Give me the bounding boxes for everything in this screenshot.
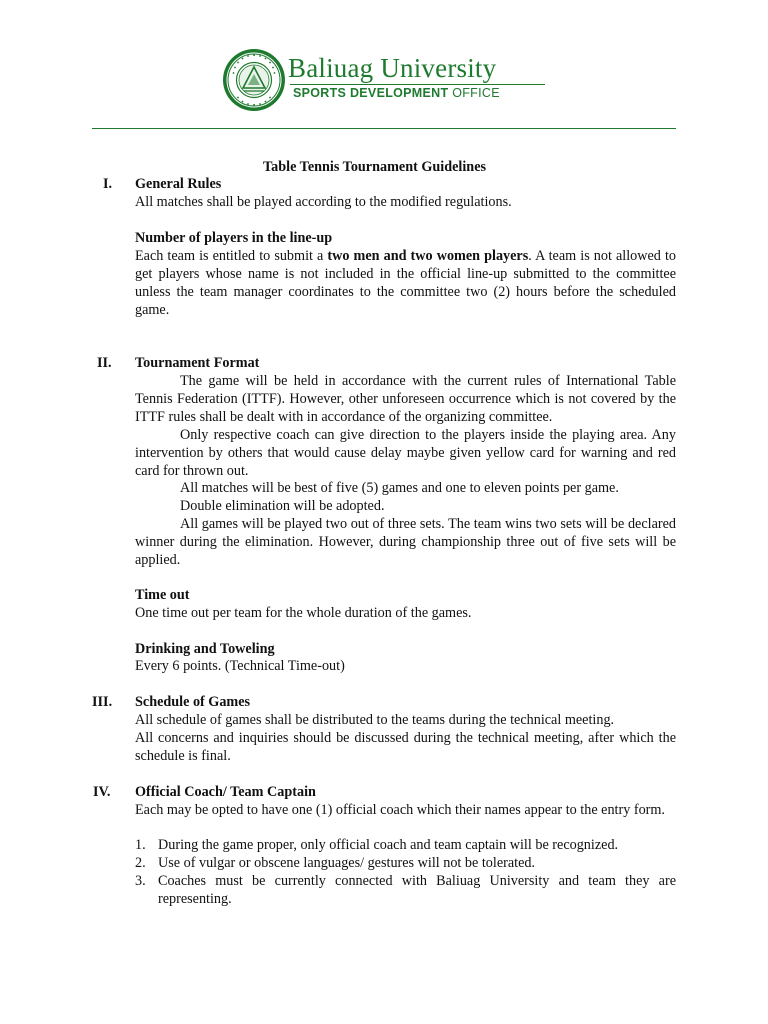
format-paragraph-1: The game will be held in accordance with the current rules of International Table Tennis Federation (ITTF). However, other unforeseen occurrence which is not covered by the ITTF rules shall be dealt with in accordance of the organizing committee. — [135, 373, 676, 425]
list-item-number: 3. — [135, 873, 146, 889]
lineup-text-1: Each team is entitled to submit a — [135, 248, 324, 264]
letterhead — [222, 48, 552, 116]
lineup-text-bold: two men and two women players — [327, 248, 529, 264]
format-paragraph-4: Double elimination will be adopted. — [180, 498, 385, 514]
lineup-heading: Number of players in the line-up — [135, 230, 333, 246]
drinking-text: Every 6 points. (Technical Time-out) — [135, 658, 345, 674]
section-2-heading: Tournament Format — [135, 355, 260, 371]
format-paragraph-2: Only respective coach can give direction to the players inside the playing area. Any intervention by others that would cause delay maybe given yellow card for warning and red card for thrown out. — [135, 427, 676, 479]
section-4-heading: Official Coach/ Team Captain — [135, 784, 316, 800]
lineup-text-2: . A team is not allowed to get players whose name is not included in the official line-up submitted to the committee unless the team manager coordinates to the committee two (2) hours before the scheduled game. — [135, 248, 677, 318]
schedule-line-2: All concerns and inquiries should be discussed during the technical meeting, after which the schedule is final. — [135, 730, 676, 764]
header-divider — [92, 128, 676, 129]
list-item-number: 2. — [135, 855, 146, 871]
list-item-number: 1. — [135, 837, 146, 853]
list-item: Use of vulgar or obscene languages/ gestures will not be tolerated. — [158, 855, 536, 871]
office-name-bold: SPORTS DEVELOPMENT — [293, 86, 449, 100]
format-paragraph-3: All matches will be best of five (5) games and one to eleven points per game. — [180, 480, 619, 496]
section-3-heading: Schedule of Games — [135, 694, 251, 710]
section-1-numeral: I. — [103, 176, 113, 192]
office-name — [293, 86, 500, 100]
list-item: Coaches must be currently connected with Baliuag University and team they are representing. — [158, 873, 676, 907]
section-1-text: All matches shall be played according to the modified regulations. — [135, 194, 512, 210]
name-underline — [290, 84, 545, 85]
format-paragraph-5: All games will be played two out of three sets. The team wins two sets will be declared winner during the elimination. However, during championship three out of five sets will be applied. — [135, 516, 676, 568]
section-3-numeral: III. — [92, 694, 113, 710]
document-title: Table Tennis Tournament Guidelines — [263, 159, 487, 175]
section-4-numeral: IV. — [93, 784, 111, 800]
drinking-heading: Drinking and Toweling — [135, 641, 275, 657]
coach-intro: Each may be opted to have one (1) official coach which their names appear to the entry form. — [135, 802, 665, 818]
lineup-paragraph — [135, 247, 676, 319]
university-name: Baliuag University — [288, 53, 497, 83]
university-seal-icon — [222, 48, 286, 112]
list-item: During the game proper, only official coach and team captain will be recognized. — [158, 837, 619, 853]
office-name-rest: OFFICE — [452, 86, 500, 100]
section-1-heading: General Rules — [135, 176, 222, 192]
schedule-line-1: All schedule of games shall be distributed to the teams during the technical meeting. — [135, 712, 615, 728]
section-2-numeral: II. — [97, 355, 112, 371]
timeout-heading: Time out — [135, 587, 190, 603]
timeout-text: One time out per team for the whole duration of the games. — [135, 605, 472, 621]
